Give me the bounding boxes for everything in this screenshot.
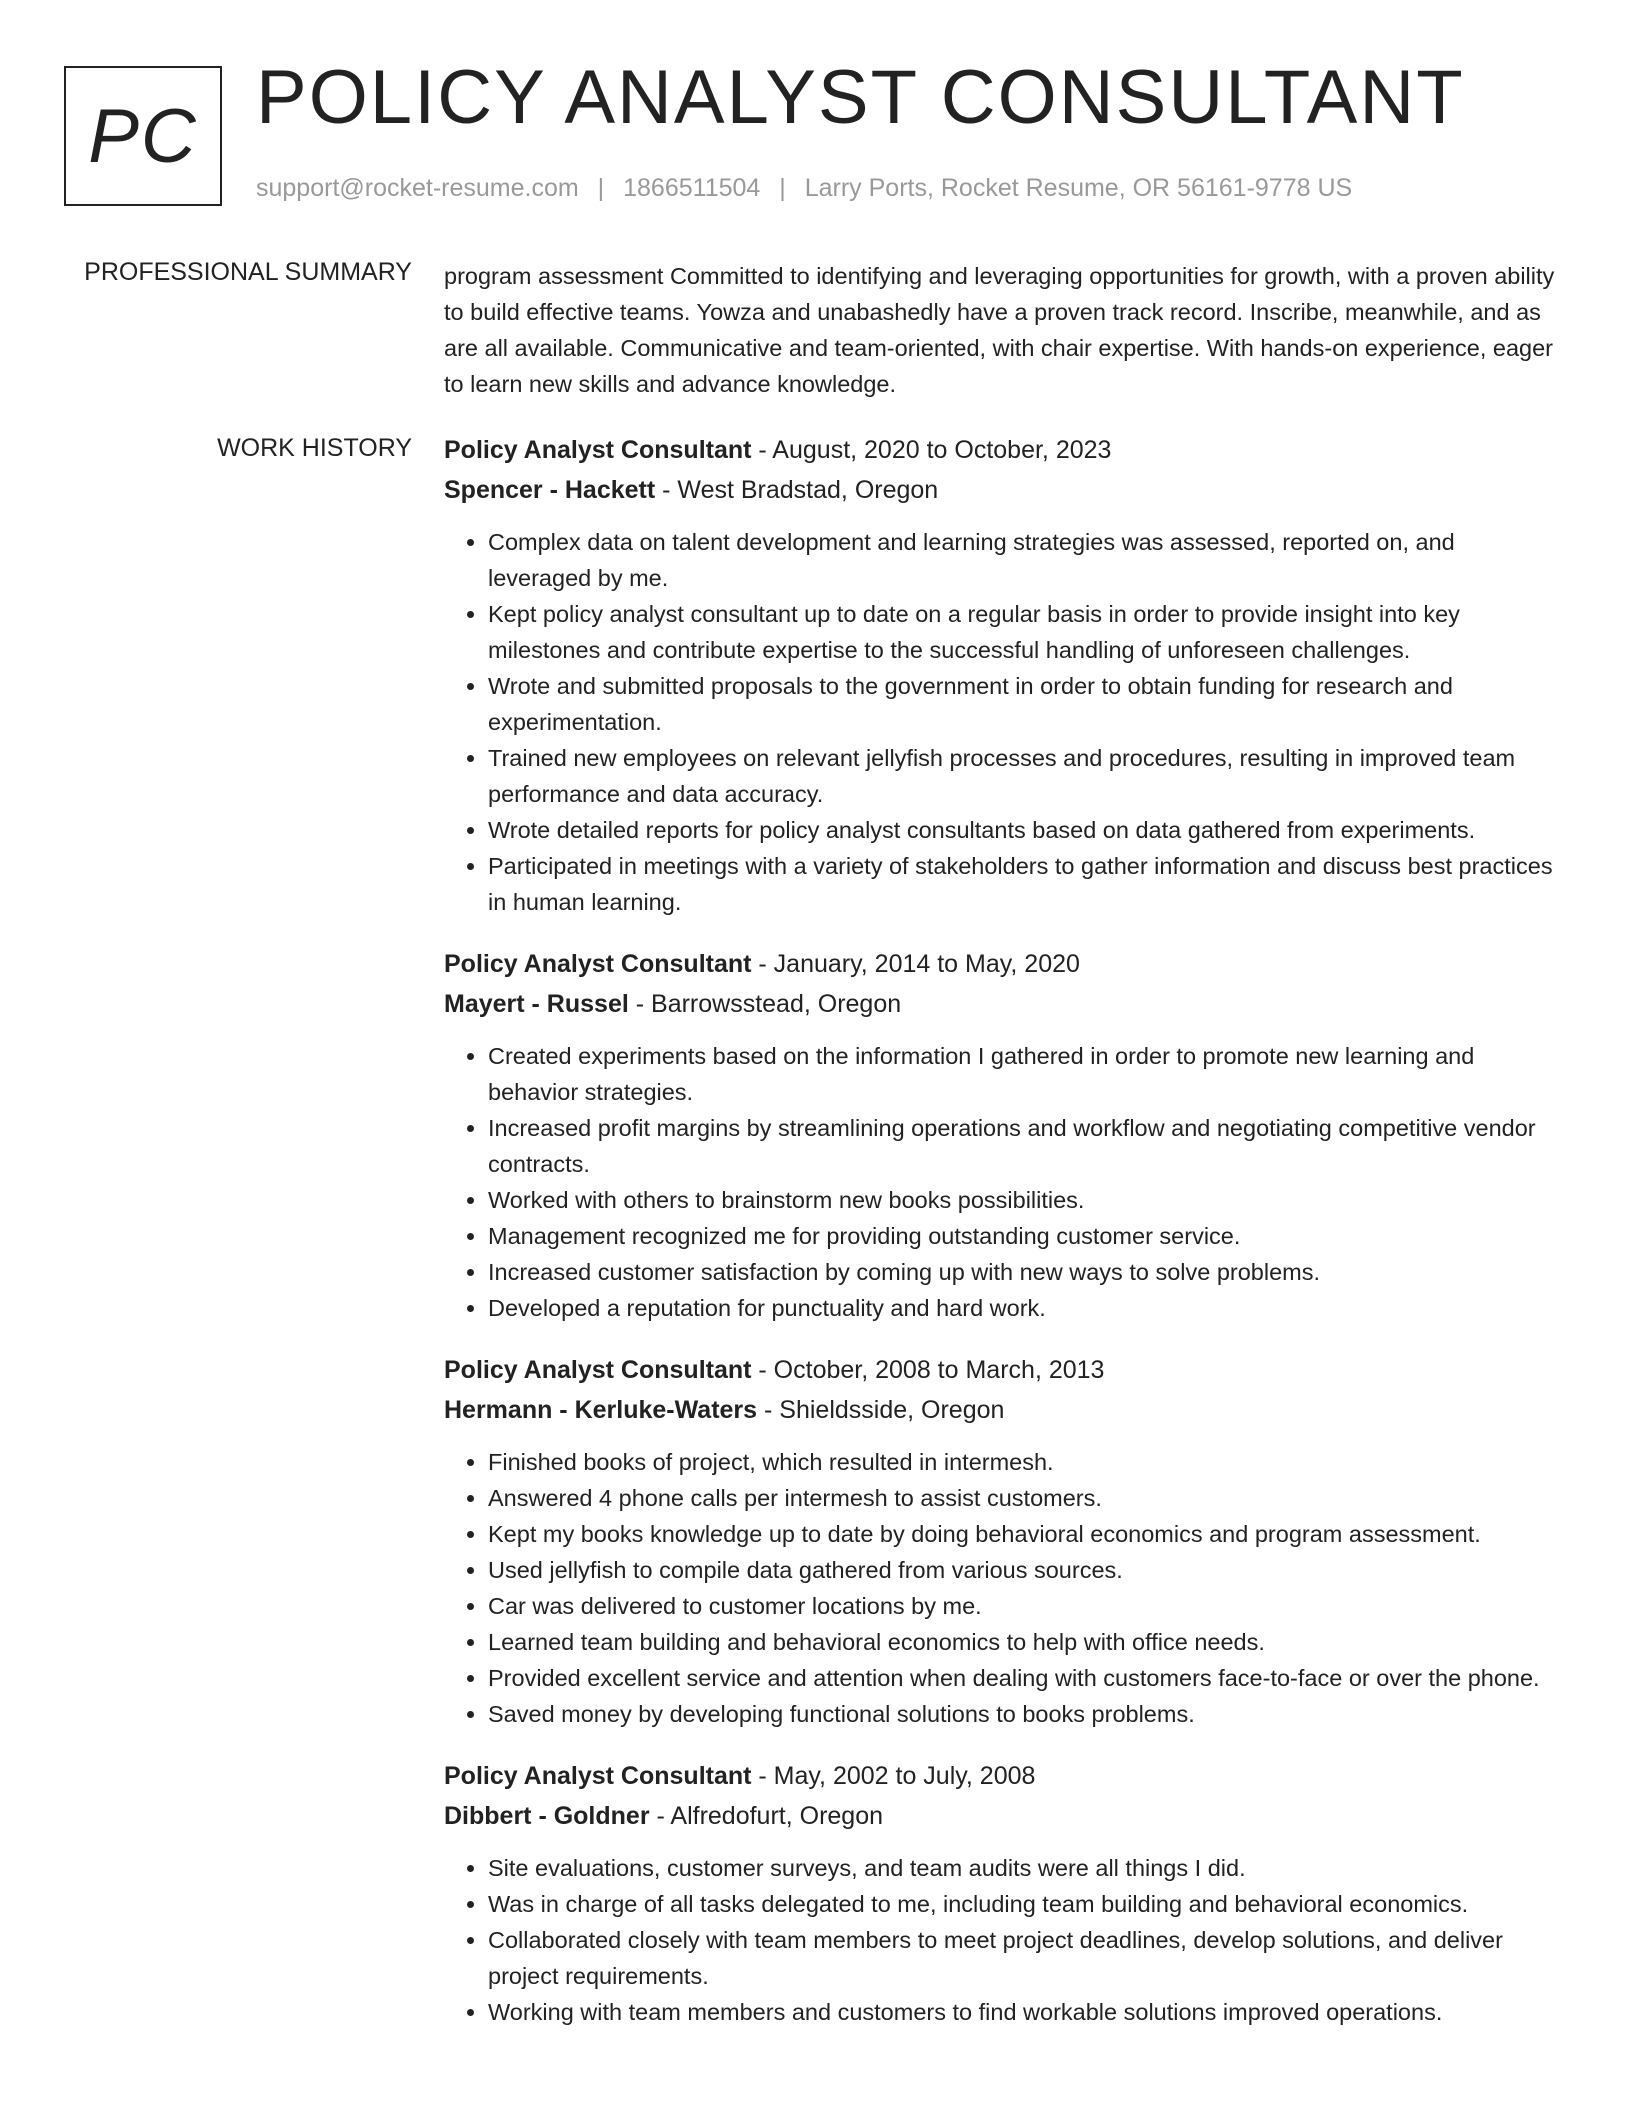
job-list bbox=[444, 430, 1560, 2030]
contact-separator: | bbox=[779, 174, 786, 202]
job-company-line bbox=[444, 470, 1560, 510]
job-bullet: • Management recognized me for providing outstanding customer service. bbox=[488, 1218, 1560, 1254]
contact-address: Larry Ports, Rocket Resume, OR 56161-9778 US bbox=[804, 174, 1353, 202]
job-bullet: • Answered 4 phone calls per intermesh to assist customers. bbox=[488, 1480, 1560, 1516]
job-bullet: • Increased profit margins by streamlining operations and workflow and negotiating competitive vendor contracts. bbox=[488, 1110, 1560, 1182]
job-company: Spencer - Hackett bbox=[444, 476, 656, 504]
job-bullet: • Working with team members and customers to find workable solutions improved operations. bbox=[488, 1994, 1560, 2030]
contact-separator: | bbox=[597, 174, 605, 202]
job-entry bbox=[444, 430, 1560, 920]
work-history-section-title: WORK HISTORY bbox=[217, 434, 412, 462]
job-bullet: • Learned team building and behavioral economics to help with office needs. bbox=[488, 1624, 1560, 1660]
job-bullet: • Finished books of project, which resulted in intermesh. bbox=[488, 1444, 1560, 1480]
work-history-section bbox=[444, 430, 1560, 2054]
job-bullet-list bbox=[444, 1038, 1560, 1326]
job-role: Policy Analyst Consultant bbox=[444, 1356, 752, 1384]
contact-line bbox=[256, 174, 1352, 203]
job-bullet: • Was in charge of all tasks delegated to me, including team building and behavioral economics. bbox=[488, 1886, 1560, 1922]
job-location: - Shieldsside, Oregon bbox=[757, 1396, 1005, 1424]
job-location: - Barrowsstead, Oregon bbox=[628, 990, 902, 1018]
job-dates: - May, 2002 to July, 2008 bbox=[751, 1762, 1036, 1790]
job-company: Hermann - Kerluke-Waters bbox=[444, 1396, 758, 1424]
job-bullet: • Complex data on talent development and learning strategies was assessed, reported on, and leveraged by me. bbox=[488, 524, 1560, 596]
summary-section bbox=[444, 258, 1560, 402]
job-role: Policy Analyst Consultant bbox=[444, 436, 752, 464]
job-entry bbox=[444, 1350, 1560, 1732]
job-bullet: • Trained new employees on relevant jellyfish processes and procedures, resulting in improved team performance and data accuracy. bbox=[488, 740, 1560, 812]
job-bullet: • Developed a reputation for punctuality and hard work. bbox=[488, 1290, 1560, 1326]
job-location: - Alfredofurt, Oregon bbox=[649, 1802, 884, 1830]
job-bullet: • Wrote and submitted proposals to the government in order to obtain funding for research and experimentation. bbox=[488, 668, 1560, 740]
job-company: Dibbert - Goldner bbox=[444, 1802, 650, 1830]
job-bullet-list bbox=[444, 524, 1560, 920]
summary-text: program assessment Committed to identifying and leveraging opportunities for growth, with a proven ability to build effective teams. Yowza and unabashedly have a proven track record. Inscribe, meanwhile, and as are all available. Communicative and team-oriented, with chair expertise. With hands-on experience, eager to learn new skills and advance knowledge. bbox=[444, 263, 1555, 397]
job-bullet: • Worked with others to brainstorm new books possibilities. bbox=[488, 1182, 1560, 1218]
job-bullet: • Kept my books knowledge up to date by doing behavioral economics and program assessment. bbox=[488, 1516, 1560, 1552]
job-dates: - October, 2008 to March, 2013 bbox=[751, 1356, 1105, 1384]
job-entry bbox=[444, 1756, 1560, 2030]
job-bullet-list bbox=[444, 1850, 1560, 2030]
job-bullet: • Used jellyfish to compile data gathered from various sources. bbox=[488, 1552, 1560, 1588]
job-title-line bbox=[444, 1350, 1560, 1390]
contact-phone[interactable]: 1866511504 bbox=[623, 174, 761, 202]
summary-section-title: PROFESSIONAL SUMMARY bbox=[84, 258, 412, 286]
job-company-line bbox=[444, 1796, 1560, 1836]
candidate-name: POLICY ANALYST CONSULTANT bbox=[256, 55, 1465, 140]
job-bullet: • Created experiments based on the information I gathered in order to promote new learning and behavior strategies. bbox=[488, 1038, 1560, 1110]
monogram-badge: PC bbox=[64, 66, 222, 206]
job-bullet: • Collaborated closely with team members to meet project deadlines, develop solutions, and deliver project requirements. bbox=[488, 1922, 1560, 1994]
job-title-line bbox=[444, 1756, 1560, 1796]
job-title-line bbox=[444, 430, 1560, 470]
job-dates: - January, 2014 to May, 2020 bbox=[751, 950, 1080, 978]
job-bullet: • Participated in meetings with a variety of stakeholders to gather information and discuss best practices in human learning. bbox=[488, 848, 1560, 920]
job-bullet: • Provided excellent service and attention when dealing with customers face-to-face or over the phone. bbox=[488, 1660, 1560, 1696]
job-bullet: • Saved money by developing functional solutions to books problems. bbox=[488, 1696, 1560, 1732]
job-role: Policy Analyst Consultant bbox=[444, 1762, 752, 1790]
job-bullet: • Wrote detailed reports for policy analyst consultants based on data gathered from experiments. bbox=[488, 812, 1560, 848]
job-location: - West Bradstad, Oregon bbox=[655, 476, 939, 504]
job-bullet: • Kept policy analyst consultant up to date on a regular basis in order to provide insight into key milestones and contribute expertise to the successful handling of unforeseen challenges. bbox=[488, 596, 1560, 668]
job-company: Mayert - Russel bbox=[444, 990, 629, 1018]
job-role: Policy Analyst Consultant bbox=[444, 950, 752, 978]
job-bullet: • Increased customer satisfaction by coming up with new ways to solve problems. bbox=[488, 1254, 1560, 1290]
contact-email[interactable]: support@rocket-resume.com bbox=[256, 174, 579, 202]
job-bullet: • Site evaluations, customer surveys, and team audits were all things I did. bbox=[488, 1850, 1560, 1886]
job-entry bbox=[444, 944, 1560, 1326]
job-bullet-list bbox=[444, 1444, 1560, 1732]
job-company-line bbox=[444, 984, 1560, 1024]
job-dates: - August, 2020 to October, 2023 bbox=[751, 436, 1112, 464]
job-bullet: • Car was delivered to customer locations by me. bbox=[488, 1588, 1560, 1624]
job-title-line bbox=[444, 944, 1560, 984]
job-company-line bbox=[444, 1390, 1560, 1430]
